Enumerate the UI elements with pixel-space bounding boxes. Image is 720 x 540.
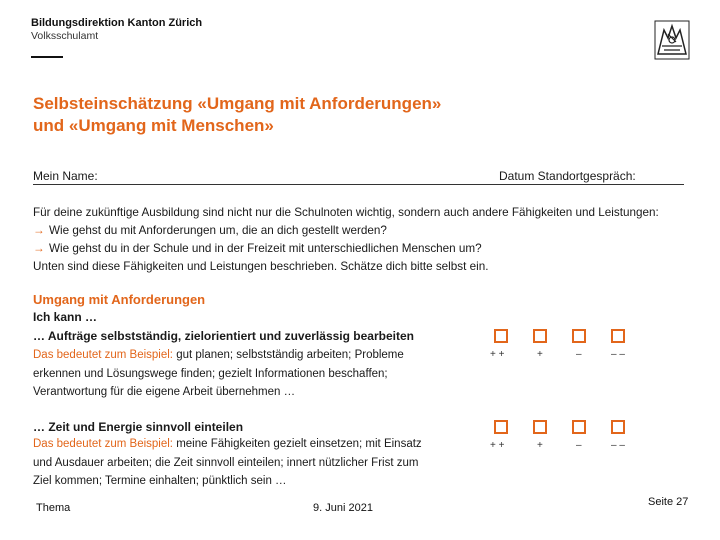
footer-page-number: Seite 27	[648, 496, 689, 508]
item-lead: Das bedeutet zum Beispiel:	[33, 438, 173, 450]
section-title: Umgang mit Anforderungen	[33, 292, 206, 307]
title-line-2: und «Umgang mit Menschen»	[33, 116, 274, 135]
footer-date: 9. Juni 2021	[313, 502, 373, 514]
intro-line: Für deine zukünftige Ausbildung sind nicht nur die Schulnoten wichtig, sondern auch andere Fähigkeiten und Leistungen:	[33, 206, 659, 219]
org-name: Bildungsdirektion Kanton Zürich	[31, 17, 203, 29]
scale-label: +	[537, 440, 543, 451]
item-text: und Ausdauer arbeiten; die Zeit sinnvoll einteilen; innert nützlicher Frist zum	[33, 456, 419, 469]
rating-checkbox[interactable]	[533, 420, 547, 434]
title-line-1: Selbsteinschätzung «Umgang mit Anforderungen»	[33, 94, 442, 113]
item-heading: … Aufträge selbstständig, zielorientiert und zuverlässig bearbeiten	[33, 329, 414, 343]
intro-question-text: Wie gehst du mit Anforderungen um, die an dich gestellt werden?	[49, 224, 387, 237]
scale-label: + +	[490, 349, 505, 360]
rating-checkbox[interactable]	[611, 420, 625, 434]
footer-topic: Thema	[36, 502, 71, 514]
scale-label: – –	[611, 440, 625, 451]
intro-question-2	[33, 240, 693, 258]
header-rule	[31, 56, 63, 58]
scale-label: –	[576, 440, 582, 451]
rating-checkbox[interactable]	[494, 420, 508, 434]
intro-text	[33, 204, 693, 276]
canton-crest-icon	[654, 20, 690, 60]
name-label: Mein Name:	[33, 169, 98, 183]
item-text: erkennen und Lösungswege finden; gezielt Informationen beschaffen;	[33, 367, 388, 380]
scale-label: – –	[611, 349, 625, 360]
arrow-right-icon: →	[33, 242, 45, 255]
scale-label: +	[537, 349, 543, 360]
item-text: gut planen; selbstständig arbeiten; Probleme	[173, 349, 404, 361]
scale-label: –	[576, 349, 582, 360]
item-text: meine Fähigkeiten gezielt einsetzen; mit Einsatz	[173, 438, 422, 450]
item-heading: … Zeit und Energie sinnvoll einteilen	[33, 420, 244, 434]
name-date-field[interactable]	[33, 168, 684, 185]
item-description	[33, 435, 453, 491]
rating-checkbox[interactable]	[494, 329, 508, 343]
intro-question-text: Wie gehst du in der Schule und in der Freizeit mit unterschiedlichen Menschen um?	[49, 242, 482, 255]
item-lead: Das bedeutet zum Beispiel:	[33, 349, 173, 361]
rating-checkbox[interactable]	[572, 420, 586, 434]
item-text: Ziel kommen; Termine einhalten; pünktlich sein …	[33, 475, 287, 487]
rating-checkbox[interactable]	[572, 329, 586, 343]
rating-checkbox[interactable]	[611, 329, 625, 343]
rating-checkbox[interactable]	[533, 329, 547, 343]
arrow-right-icon: →	[33, 224, 45, 237]
item-text: Verantwortung für die eigene Arbeit übernehmen …	[33, 386, 296, 398]
intro-question-1	[33, 222, 693, 240]
intro-instruction: Unten sind diese Fähigkeiten und Leistungen beschrieben. Schätze dich bitte selbst ein.	[33, 260, 489, 273]
ich-kann-label: Ich kann …	[33, 310, 98, 324]
page-title	[33, 93, 441, 137]
scale-label: + +	[490, 440, 505, 451]
item-description	[33, 346, 453, 402]
date-label: Datum Standortgespräch:	[499, 169, 636, 183]
org-subtitle: Volksschulamt	[31, 30, 99, 42]
